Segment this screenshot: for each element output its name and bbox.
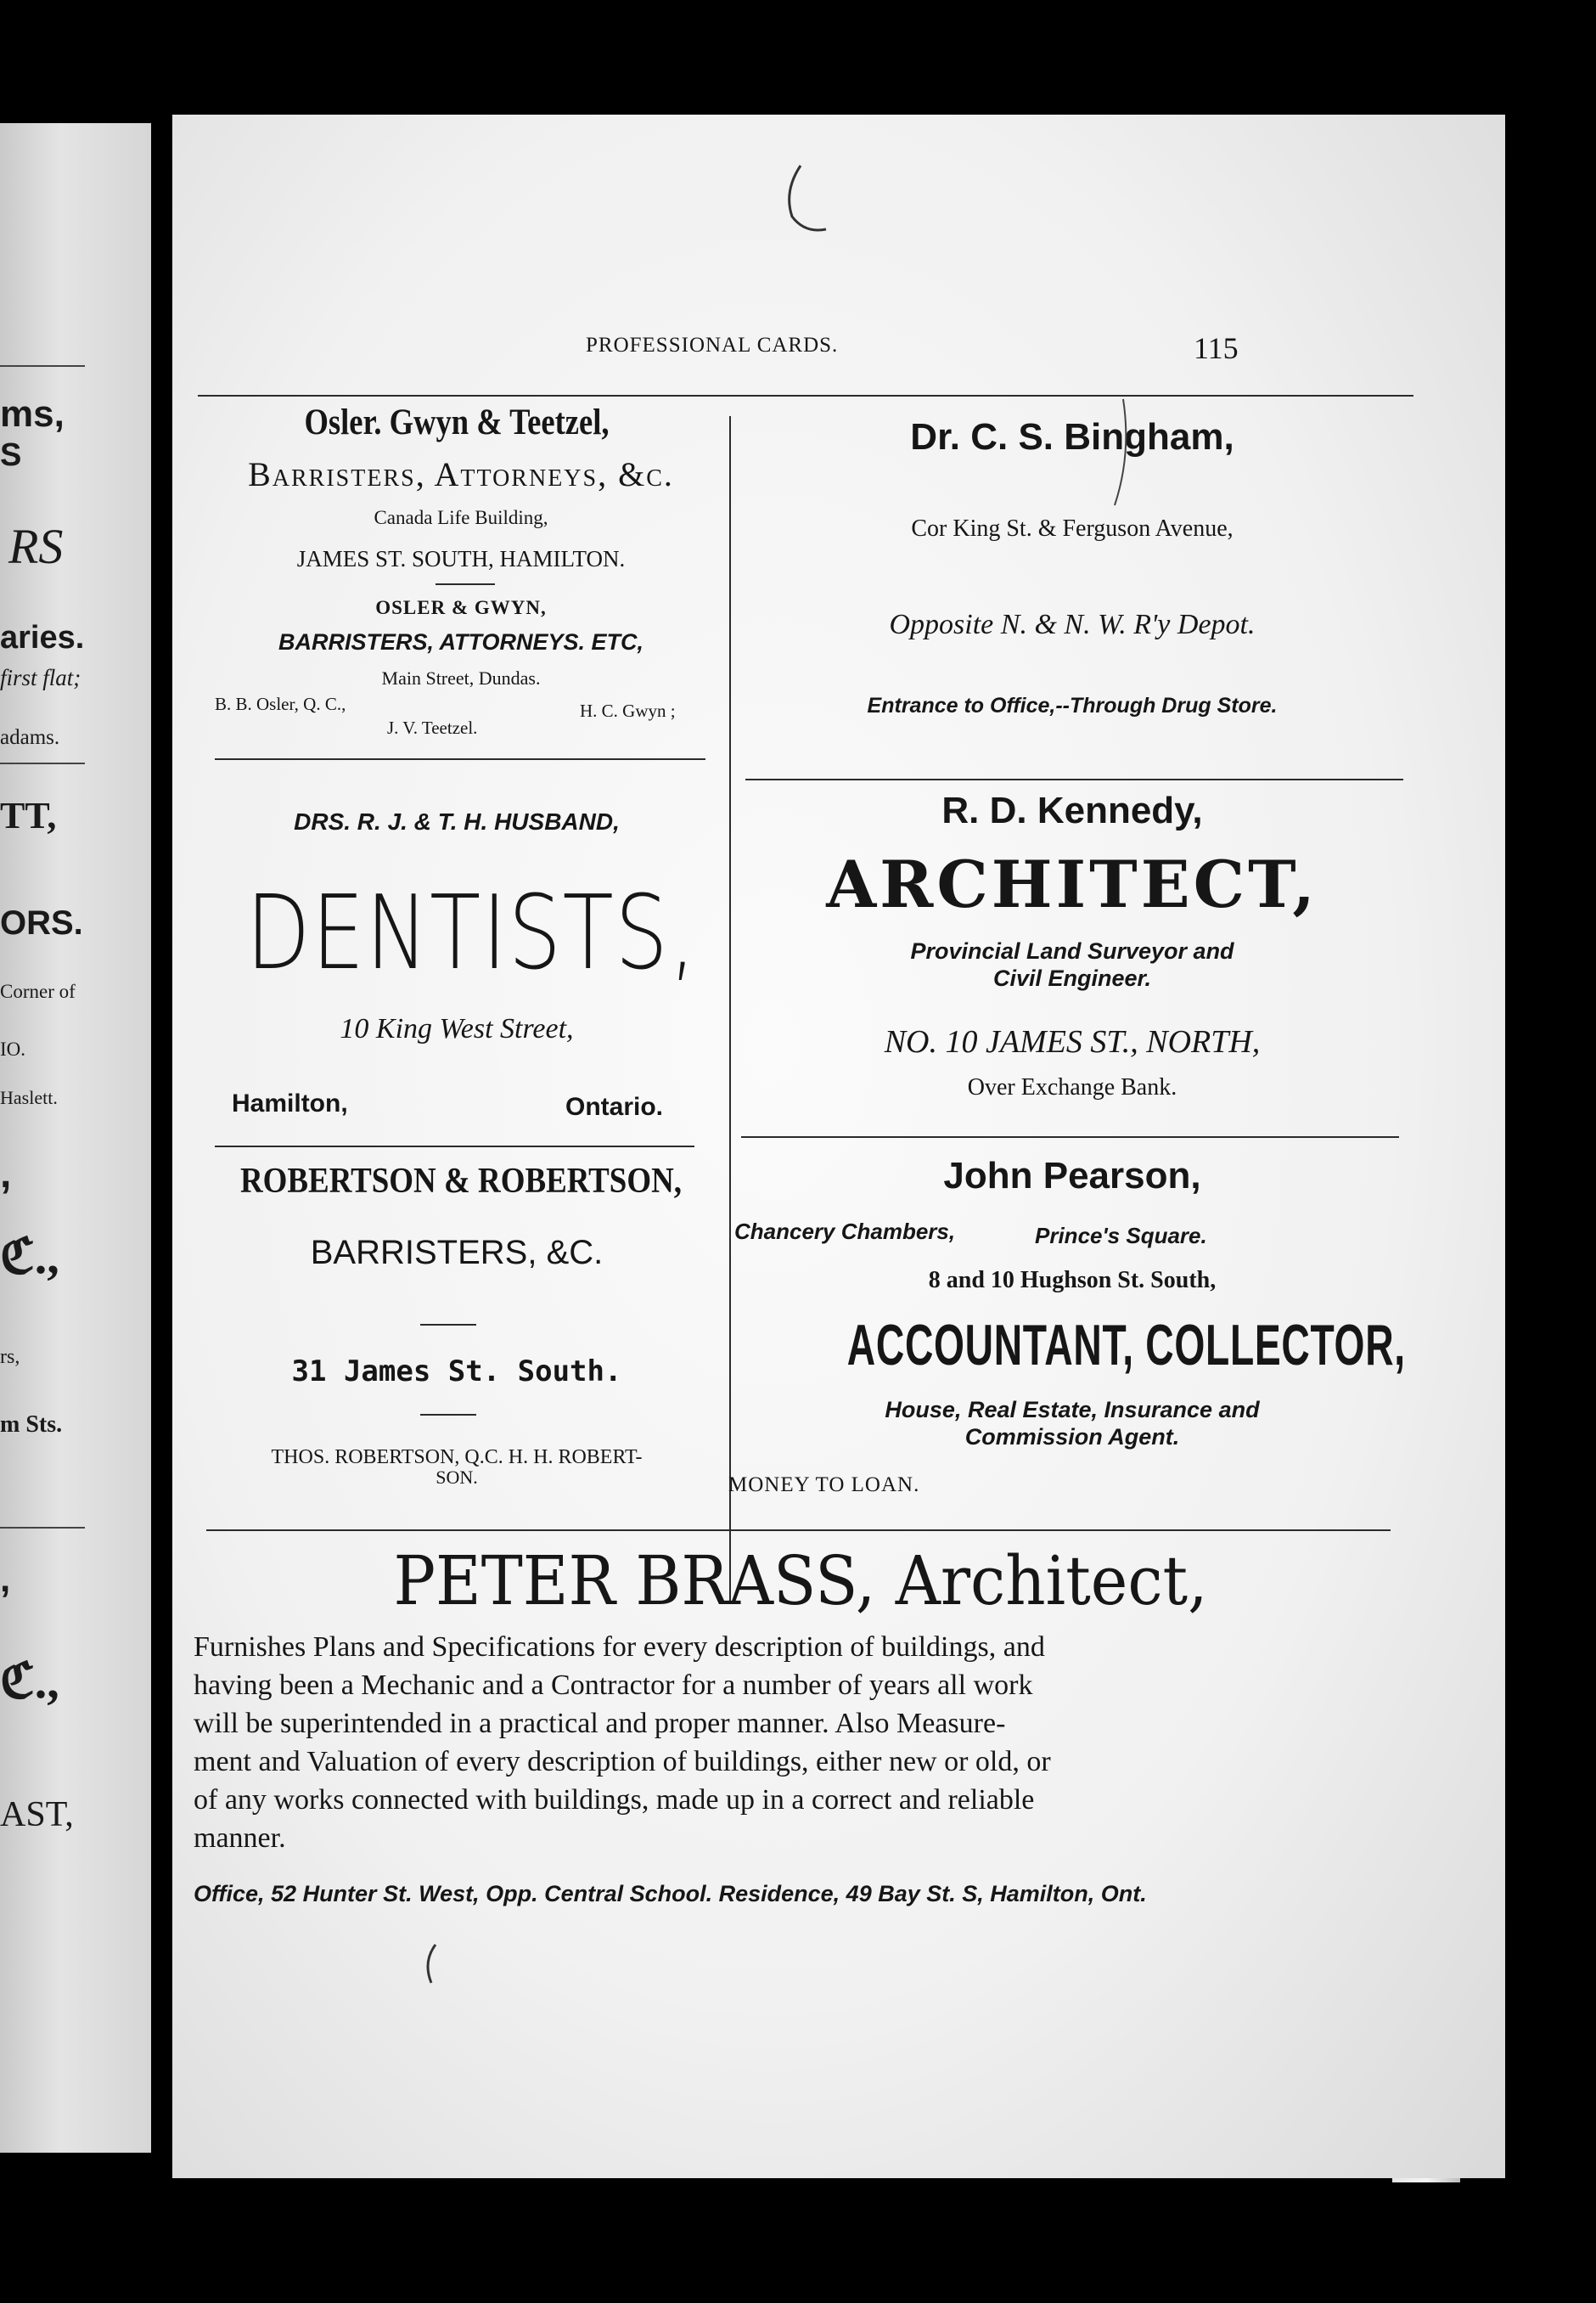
text-fragment: ORS. (0, 904, 83, 942)
text-fragment: , (0, 1152, 12, 1197)
firm-name: Osler. Gwyn & Teetzel, (304, 403, 610, 442)
text-fragment: m Sts. (0, 1411, 63, 1438)
services: House, Real Estate, Insurance and (885, 1397, 1260, 1422)
text-fragment: rs, (0, 1346, 20, 1368)
architect-heading: ARCHITECT, (826, 847, 1318, 922)
city: Hamilton, (232, 1090, 348, 1118)
page-number: 115 (1194, 331, 1239, 365)
accountant-name: John Pearson, (943, 1155, 1201, 1197)
divider (0, 365, 85, 367)
entrance: Entrance to Office,--Through Drug Store. (867, 694, 1278, 718)
titles: Provincial Land Surveyor and (910, 938, 1234, 964)
address: 10 King West Street, (340, 1013, 574, 1045)
text-fragment: ℭ., (0, 1229, 59, 1284)
text-fragment: first flat; (0, 665, 81, 690)
text-fragment: IO. (0, 1039, 26, 1060)
text-fragment: S (0, 437, 22, 473)
province: Ontario. (565, 1093, 664, 1121)
address: Cor King St. & Ferguson Avenue, (911, 515, 1234, 542)
body-line: Furnishes Plans and Specifications for every description of buildings, and (194, 1631, 1045, 1663)
partner: H. C. Gwyn ; (580, 701, 676, 721)
partner: B. B. Osler, Q. C., (215, 694, 346, 714)
firm-name: ROBERTSON & ROBERTSON, (239, 1162, 683, 1201)
text-fragment: RS (8, 519, 64, 574)
branch-address: Main Street, Dundas. (381, 667, 541, 689)
firm-profession: BARRISTERS, &C. (310, 1234, 604, 1271)
accountant-heading: ACCOUNTANT, COLLECTOR, (846, 1313, 1406, 1377)
text-fragment: , (0, 1558, 11, 1600)
office-footer: Office, 52 Hunter St. West, Opp. Central School. Residence, 49 Bay St. S, Hamilton, Ont. (194, 1881, 1147, 1906)
address: 31 James St. South. (291, 1354, 622, 1388)
services: Commission Agent. (964, 1424, 1180, 1450)
architect-name: R. D. Kennedy, (941, 790, 1203, 831)
text-fragment: adams. (0, 726, 60, 749)
book-page (172, 115, 1505, 2178)
text-fragment: AST, (0, 1795, 74, 1834)
partners: THOS. ROBERTSON, Q.C. H. H. ROBERT- (271, 1446, 643, 1468)
partner: J. V. Teetzel. (387, 718, 478, 738)
square: Prince's Square. (1035, 1223, 1207, 1248)
address: NO. 10 JAMES ST., NORTH, (884, 1024, 1261, 1060)
branch-name: OSLER & GWYN, (375, 597, 547, 618)
text-fragment: ms, (0, 393, 65, 435)
left-page-fragment (0, 123, 151, 2153)
money-note: MONEY TO LOAN. (728, 1473, 920, 1496)
body-line: of any works connected with buildings, made up in a correct and reliable (194, 1784, 1035, 1816)
address: 8 and 10 Hughson St. South, (928, 1267, 1217, 1293)
titles: Civil Engineer. (992, 966, 1152, 991)
building: Canada Life Building, (374, 507, 548, 528)
text-fragment: ℭ., (0, 1653, 59, 1709)
firm-profession: Barristers, Attorneys, &c. (248, 455, 674, 493)
body-line: having been a Mechanic and a Contractor for a number of years all work (194, 1670, 1033, 1701)
partners: SON. (436, 1467, 478, 1488)
body-line: will be superintended in a practical and proper manner. Also Measure- (194, 1708, 1006, 1739)
dentists-heading: DENTISTS, (245, 875, 698, 993)
text-fragment: Corner of (0, 981, 76, 1002)
body-line: manner. (194, 1822, 286, 1854)
doctor-name: Dr. C. S. Bingham, (910, 416, 1234, 458)
body-line: ment and Valuation of every description of buildings, either new or old, or (194, 1746, 1051, 1777)
text-fragment: TT, (0, 795, 57, 836)
branch-profession: BARRISTERS, ATTORNEYS. ETC, (278, 629, 644, 655)
text-fragment: Haslett. (0, 1087, 58, 1108)
divider (0, 1527, 85, 1529)
running-title: PROFESSIONAL CARDS. (586, 334, 839, 357)
address: JAMES ST. SOUTH, HAMILTON. (296, 546, 626, 572)
chambers: Chancery Chambers, (734, 1219, 956, 1244)
pencil-marks (172, 115, 1505, 2178)
dentist-names: DRS. R. J. & T. H. HUSBAND, (294, 808, 620, 835)
text-fragment: aries. (0, 620, 85, 656)
architect-heading: PETER BRASS, Architect, (393, 1541, 1208, 1620)
location: Over Exchange Bank. (967, 1074, 1177, 1101)
landmark: Opposite N. & N. W. R'y Depot. (889, 609, 1256, 640)
divider (0, 763, 85, 764)
